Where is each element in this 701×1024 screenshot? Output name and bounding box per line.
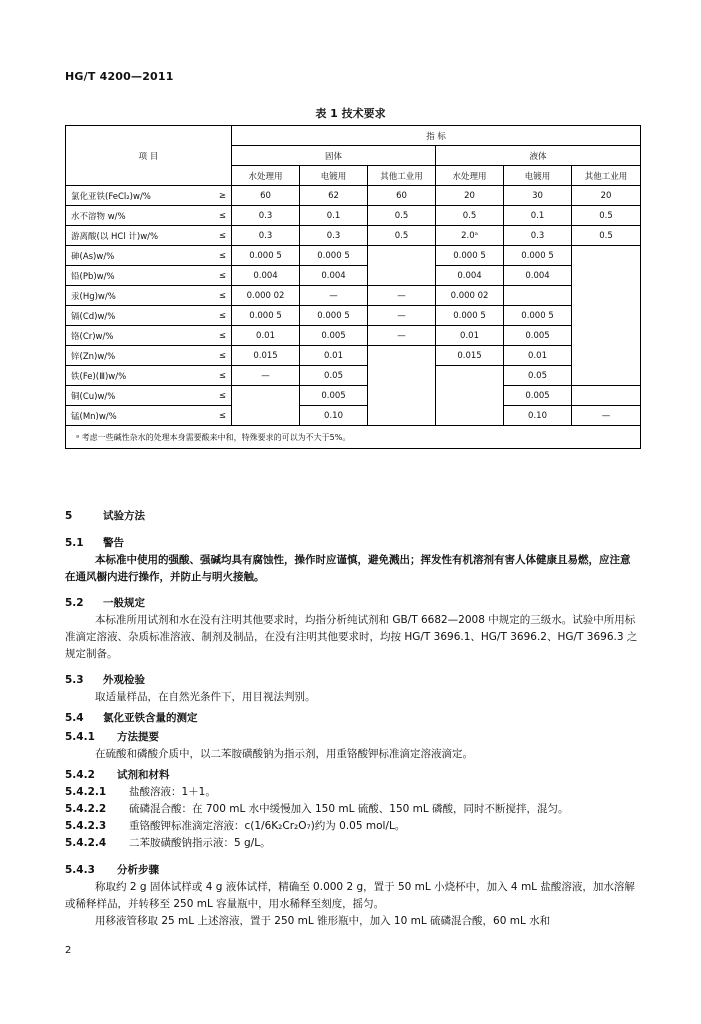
table-row: 铜(Cu)w/% ≤ 0.005 0.005: [66, 386, 641, 406]
section-5-4: 5.4 氯化亚铁含量的测定: [65, 712, 198, 724]
table-caption: 表 1 技术要求: [315, 107, 386, 120]
liquid-header: 液体: [436, 146, 641, 166]
item-header: 项 目: [66, 126, 232, 186]
sub-header: 电镀用: [300, 166, 368, 186]
table-footnote: ᵃ 考虑一些碱性杂水的处理本身需要酸来中和，特殊要求的可以为不大于5%。: [66, 426, 641, 449]
index-header: 指 标: [232, 126, 641, 146]
table-row: 锌(Zn)w/% ≤ 0.015 0.01 0.015 0.01: [66, 346, 641, 366]
sub-header: 其他工业用: [368, 166, 436, 186]
sub-header: 电镀用: [504, 166, 572, 186]
sub-header: 其他工业用: [572, 166, 641, 186]
section-5-4-3: 5.4.3 分析步骤 称取约 2 g 固体试样或 4 g 液体试样，精确至 0.000 2 g，置于 50 mL 小烧杯中，加入 4 mL 盐酸溶液，加水溶解或稀释样品，并转移至 250 mL 容量瓶中，用水稀释至刻度，摇匀。 用移液管移取 25 mL 上述溶液，置于 250 mL 锥形瓶中，加入 10 mL 硫磷混合酸，60 mL 水和: [65, 864, 635, 927]
spec-table: [65, 125, 641, 449]
section-5-2: 5.2 一般规定 本标准所用试剂和水在没有注明其他要求时，均指分析纯试剂和 GB/T 6682—2008 中规定的三级水。试验中所用标准滴定溶液、杂质标准溶液、制剂及制品，在没有注明其他要求时，均按 HG/T 3696.1、HG/T 3696.2、HG/T 3696.3 之规定制备。: [65, 597, 638, 660]
table-row: 铬(Cr)w/% ≤ 0.01 0.005 — 0.01 0.005: [66, 326, 641, 346]
table-row: 砷(As)w/% ≤ 0.000 5 0.000 5 0.000 5 0.000 5: [66, 246, 641, 266]
table-row: 水不溶物 w/% ≤ 0.3 0.1 0.5 0.5 0.1 0.5: [66, 206, 641, 226]
section-5-4-2: 5.4.2 试剂和材料 5.4.2.1 盐酸溶液：1＋1。 5.4.2.2 硫磷混合酸：在 700 mL 水中缓慢加入 150 mL 硫酸、150 mL 磷酸，同时不断搅拌，混匀。 5.4.2.3 重铬酸钾标准滴定溶液：c(1/6K₂Cr₂O₇)约为 0.05 mol/L。 5.4.2.4 二苯胺磺酸钠指示液：5 g/L。: [65, 769, 569, 849]
section-5-3: 5.3 外观检验 取适量样品，在自然光条件下，用目视法判别。: [65, 674, 316, 703]
standard-code: HG/T 4200—2011: [65, 70, 174, 83]
section-5-4-1: 5.4.1 方法提要 在硫酸和磷酸介质中，以二苯胺磺酸钠为指示剂，用重铬酸钾标准滴定溶液滴定。: [65, 731, 473, 760]
sub-header: 水处理用: [232, 166, 300, 186]
table-row: 铁(Fe)(Ⅲ)w/% ≤ — 0.05 0.05: [66, 366, 641, 386]
section-5: 5 试验方法: [65, 510, 145, 522]
table-row: 汞(Hg)w/% ≤ 0.000 02 — — 0.000 02: [66, 286, 641, 306]
table-row: 镉(Cd)w/% ≤ 0.000 5 0.000 5 — 0.000 5 0.000 5: [66, 306, 641, 326]
solid-header: 固体: [232, 146, 436, 166]
section-5-1: 5.1 警告 本标准中使用的强酸、强碱均具有腐蚀性，操作时应谨慎，避免溅出；挥发性有机溶剂有害人体健康且易燃，应注意在通风橱内进行操作，并防止与明火接触。: [65, 537, 631, 583]
page-number: 2: [65, 945, 72, 956]
table-row: 锰(Mn)w/% ≤ 0.10 0.10 —: [66, 406, 641, 426]
table-row: 氯化亚铁(FeCl₂)w/% ≥ 60 62 60 20 30 20: [66, 186, 641, 206]
table-row: 游离酸(以 HCl 计)w/% ≤ 0.3 0.3 0.5 2.0ᵃ 0.3 0.5: [66, 226, 641, 246]
sub-header: 水处理用: [436, 166, 504, 186]
table-row: 铅(Pb)w/% ≤ 0.004 0.004 0.004 0.004: [66, 266, 641, 286]
